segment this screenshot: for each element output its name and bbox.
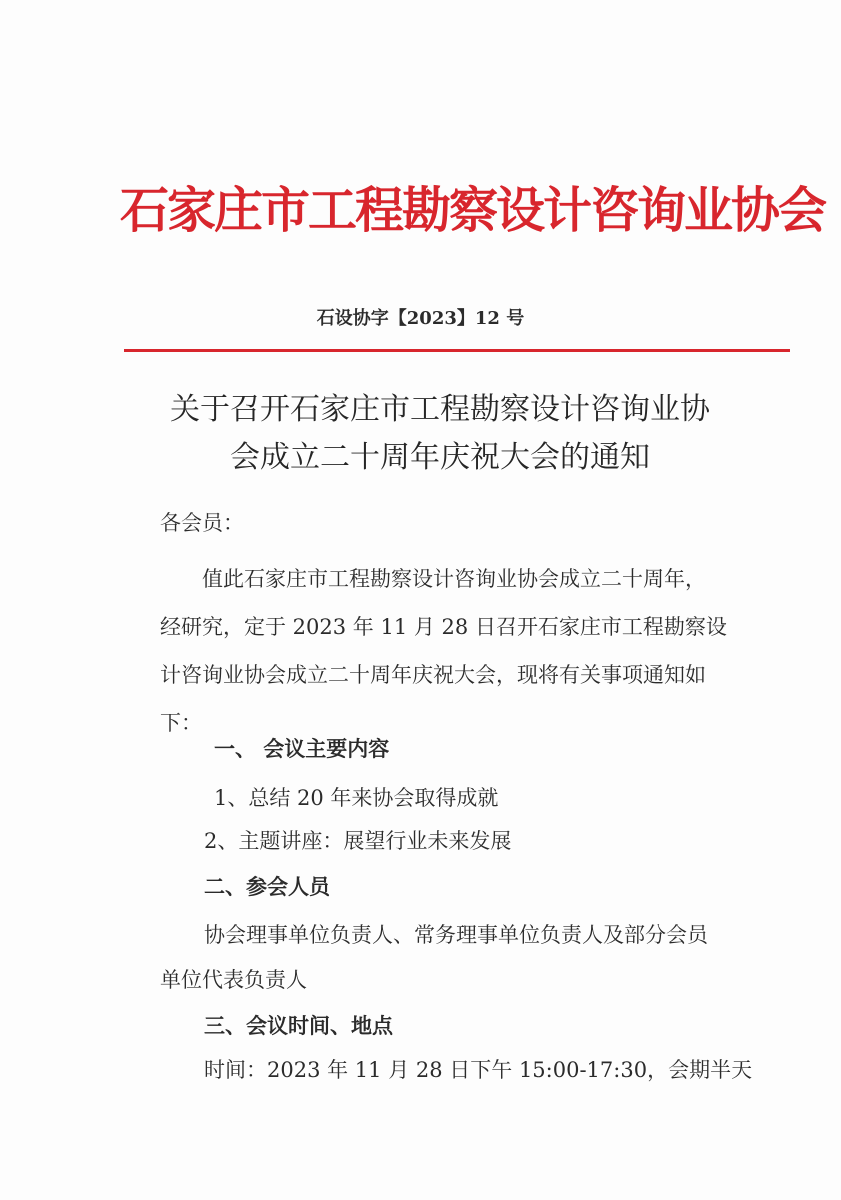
section1-item-2: 2、主题讲座：展望行业未来发展: [204, 829, 512, 853]
title-line-2: 会成立二十周年庆祝大会的通知: [230, 440, 650, 475]
intro-line: 经研究，定于 2023 年 11 月 28 日召开石家庄市工程勘察设: [160, 615, 727, 639]
red-divider-line: [124, 349, 790, 352]
intro-paragraph: [160, 555, 775, 747]
document-title: [120, 386, 760, 482]
section1-heading: 一、 会议主要内容: [214, 736, 390, 761]
intro-line: 下：: [160, 711, 202, 735]
organization-header: 石家庄市工程勘察设计咨询业协会: [120, 181, 826, 239]
section3-time: 时间：2023 年 11 月 28 日下午 15:00-17:30，会期半天: [204, 1058, 753, 1082]
section3-heading: 三、会议时间、地点: [204, 1013, 393, 1038]
title-line-1: 关于召开石家庄市工程勘察设计咨询业协: [170, 392, 710, 427]
section2-heading: 二、参会人员: [204, 874, 330, 899]
section2-line-2: 单位代表负责人: [160, 968, 307, 992]
section2-line-1: 协会理事单位负责人、常务理事单位负责人及部分会员: [204, 923, 708, 947]
salutation: 各会员：: [160, 511, 244, 535]
intro-line: 值此石家庄市工程勘察设计咨询业协会成立二十周年，: [202, 567, 706, 591]
section1-item-1: 1、总结 20 年来协会取得成就: [214, 786, 499, 810]
intro-line: 计咨询业协会成立二十周年庆祝大会，现将有关事项通知如: [160, 663, 706, 687]
document-number: 石设协字【2023】12 号: [316, 308, 525, 329]
